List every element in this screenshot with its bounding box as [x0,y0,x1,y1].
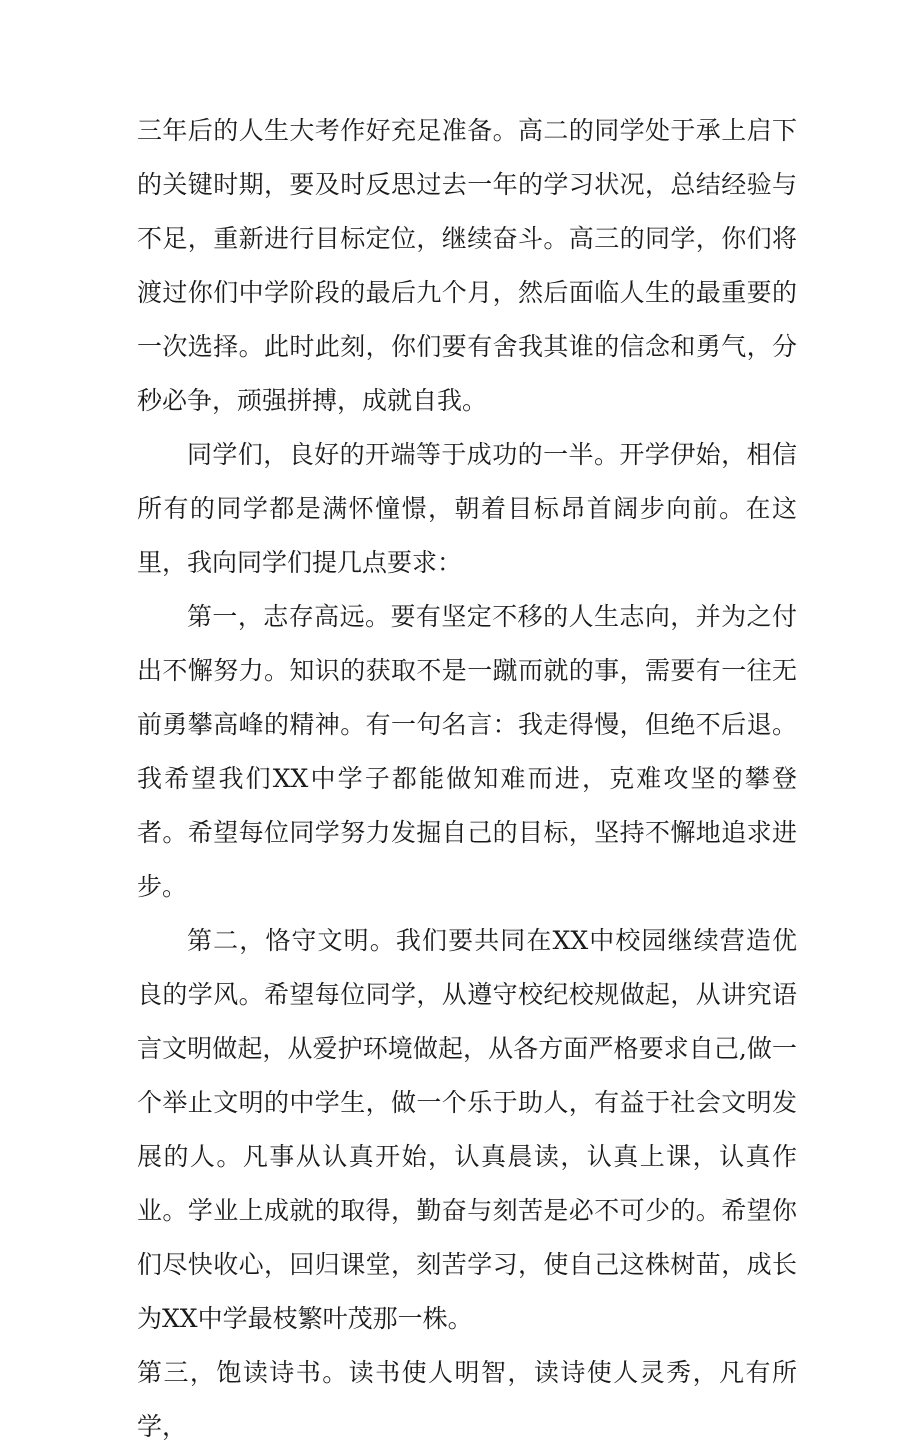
paragraph-continuation: 三年后的人生大考作好充足准备。高二的同学处于承上启下的关键时期，要及时反思过去一年的学习状况，总结经验与不足，重新进行目标定位，继续奋斗。高三的同学，你们将渡过你们中学阶段的最后九个月，然后面临人生的最重要的一次选择。此时此刻，你们要有舍我其谁的信念和勇气，分秒必争，顽强拼搏，成就自我。 [137,116,797,415]
paragraph-point-three: 第三，饱读诗书。读书使人明智，读诗使人灵秀，凡有所学， [137,1358,797,1441]
document-body [137,104,797,1454]
paragraph-point-two: 第二，恪守文明。我们要共同在XX中校园继续营造优良的学风。希望每位同学，从遵守校纪校规做起，从讲究语言文明做起，从爱护环境做起，从各方面严格要求自己,做一个举止文明的中学生，做一个乐于助人，有益于社会文明发展的人。凡事从认真开始，认真晨读，认真上课，认真作业。学业上成就的取得，勤奋与刻苦是必不可少的。希望你们尽快收心，回归课堂，刻苦学习，使自己这株树苗，成长为XX中学最枝繁叶茂那一株。 [137,926,797,1333]
paragraph-point-one: 第一，志存高远。要有坚定不移的人生志向，并为之付出不懈努力。知识的获取不是一蹴而就的事，需要有一往无前勇攀高峰的精神。有一句名言：我走得慢，但绝不后退。我希望我们XX中学子都能做知难而进，克难攻坚的攀登者。希望每位同学努力发掘自己的目标，坚持不懈地追求进步。 [137,602,797,901]
paragraph-intro: 同学们，良好的开端等于成功的一半。开学伊始，相信所有的同学都是满怀憧憬，朝着目标昂首阔步向前。在这里，我向同学们提几点要求： [137,440,797,577]
